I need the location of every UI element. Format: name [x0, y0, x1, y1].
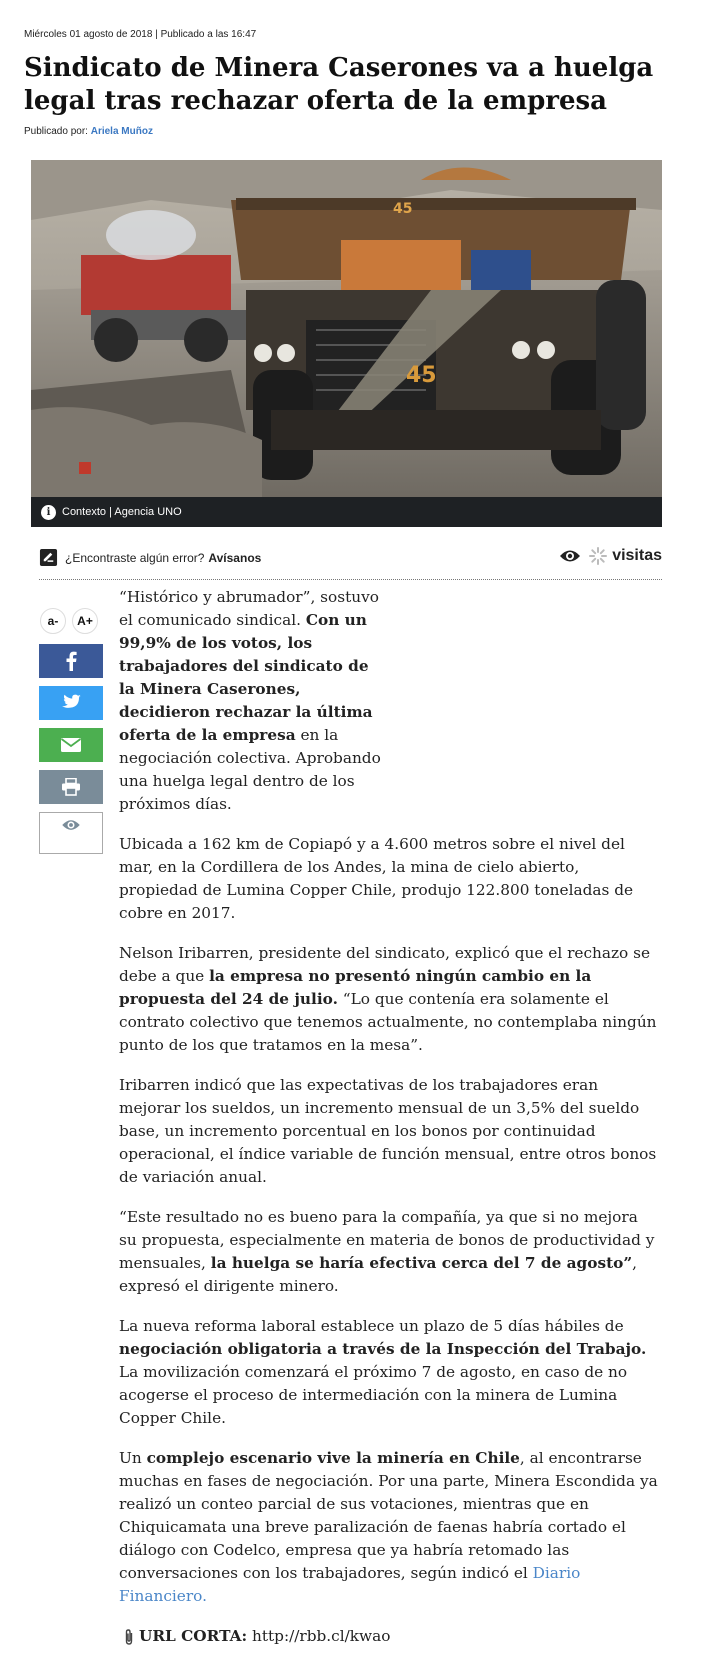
- p6-bold: negociación obligatoria a través de la Inspección del Trabajo.: [119, 1340, 647, 1358]
- email-share-button[interactable]: [39, 728, 103, 762]
- diario-financiero-link[interactable]: Diario Financiero.: [119, 1564, 581, 1605]
- paragraph-5: [119, 1206, 659, 1298]
- p1-bold: Con un 99,9% de los votos, los trabajadores del sindicato de la Minera Caserones, decidieron rechazar la última oferta de la empresa: [119, 611, 373, 744]
- byline-prefix: Publicado por:: [24, 126, 88, 137]
- paragraph-7: [119, 1447, 659, 1608]
- p5-bold: la huelga se haría efectiva cerca del 7 de agosto”: [210, 1254, 633, 1272]
- visits-counter: [559, 546, 662, 566]
- p5-text-c: , expresó el dirigente minero.: [119, 1254, 638, 1295]
- photo-caption: Contexto | Agencia UNO: [62, 506, 182, 518]
- p3-text-a: Nelson Iribarren, presidente del sindicato, explicó que el rechazo se debe a que: [119, 944, 651, 985]
- photo-caption-bar: [31, 497, 662, 527]
- font-size-controls: [40, 608, 98, 634]
- article-toolbar: [39, 546, 662, 580]
- visits-label: visitas: [612, 547, 662, 564]
- article-body: [119, 586, 659, 1648]
- author-link[interactable]: Ariela Muñoz: [90, 126, 153, 137]
- paragraph-3: [119, 942, 659, 1057]
- facebook-share-button[interactable]: [39, 644, 103, 678]
- font-decrease-button[interactable]: a-: [40, 608, 66, 634]
- article-photo: [31, 160, 662, 498]
- facebook-icon: [65, 651, 77, 671]
- p5-text-a: “Este resultado no es bueno para la compañía, ya que si no mejora su propuesta, especialmente en materia de bonos de productividad y mensuales,: [119, 1208, 655, 1272]
- print-button[interactable]: [39, 770, 103, 804]
- p7-text-c: , al encontrarse muchas en fases de negociación. Por una parte, Minera Escondida ya realizó un conteo parcial de sus votaciones, mientras que en Chiquicamata una breve paralización de faenas habría cortado el diálogo con Codelco, empresa que ya habría retomado las conversaciones con los trabajadores, según indicó el: [119, 1449, 658, 1582]
- loading-spinner-icon: [588, 546, 608, 566]
- p7-text-a: Un: [119, 1449, 147, 1467]
- info-icon: i: [41, 505, 56, 520]
- views-box: [39, 812, 103, 854]
- short-url: [119, 1625, 659, 1648]
- eye-icon: [559, 548, 581, 564]
- truck-number-front: 45: [406, 363, 437, 388]
- p7-bold: complejo escenario vive la minería en Chile: [146, 1449, 520, 1467]
- p1-text-c: en la negociación colectiva. Aprobando una huelga legal dentro de los próximos días.: [119, 726, 381, 813]
- envelope-icon: [60, 737, 82, 753]
- share-sidebar: [39, 608, 103, 854]
- twitter-share-button[interactable]: [39, 686, 103, 720]
- report-error-question: ¿Encontraste algún error?: [65, 550, 205, 565]
- paragraph-6: [119, 1315, 659, 1430]
- short-url-value[interactable]: http://rbb.cl/kwao: [252, 1627, 391, 1645]
- article-headline: Sindicato de Minera Caserones va a huelga legal tras rechazar oferta de la empresa: [24, 53, 654, 116]
- p1-text-a: “Histórico y abrumador”, sostuvo el comunicado sindical.: [119, 588, 379, 629]
- paragraph-2: Ubicada a 162 km de Copiapó y a 4.600 metros sobre el nivel del mar, en la Cordillera de los Andes, la mina de cielo abierto, propiedad de Lumina Copper Chile, produjo 122.800 toneladas de cobre en 2017.: [119, 835, 634, 922]
- report-error: [39, 548, 261, 567]
- report-pencil-icon: [39, 548, 58, 567]
- p3-bold: la empresa no presentó ningún cambio en la propuesta del 24 de julio.: [119, 967, 592, 1008]
- font-increase-button[interactable]: A+: [72, 608, 98, 634]
- printer-icon: [61, 778, 81, 796]
- p3-text-c: “Lo que contenía era solamente el contrato colectivo que tenemos actualmente, no contemplaba ningún punto de los que tratamos en la mesa”.: [119, 990, 657, 1054]
- truck-number-top: 45: [393, 201, 413, 217]
- p6-text-c: La movilización comenzará el próximo 7 de agosto, en caso de no acogerse el proceso de intermediación con la minera de Lumina Copper Chile.: [119, 1363, 628, 1427]
- views-eye-icon: [61, 818, 81, 832]
- twitter-icon: [60, 694, 82, 712]
- short-url-label: URL CORTA:: [139, 1627, 248, 1645]
- mining-truck-image: [31, 160, 662, 498]
- paperclip-icon: [123, 1628, 135, 1646]
- paragraph-1: [119, 586, 381, 816]
- byline: [24, 126, 153, 137]
- report-error-link[interactable]: Avísanos: [208, 550, 262, 565]
- p6-text-a: La nueva reforma laboral establece un plazo de 5 días hábiles de: [119, 1317, 624, 1335]
- paragraph-4: Iribarren indicó que las expectativas de los trabajadores eran mejorar los sueldos, un incremento mensual de un 3,5% del sueldo base, un incremento porcentual en los bonos por continuidad operacional, el índice variable de función mensual, entre otros bonos de variación anual.: [119, 1076, 657, 1186]
- publication-date: Miércoles 01 agosto de 2018 | Publicado a las 16:47: [24, 29, 257, 40]
